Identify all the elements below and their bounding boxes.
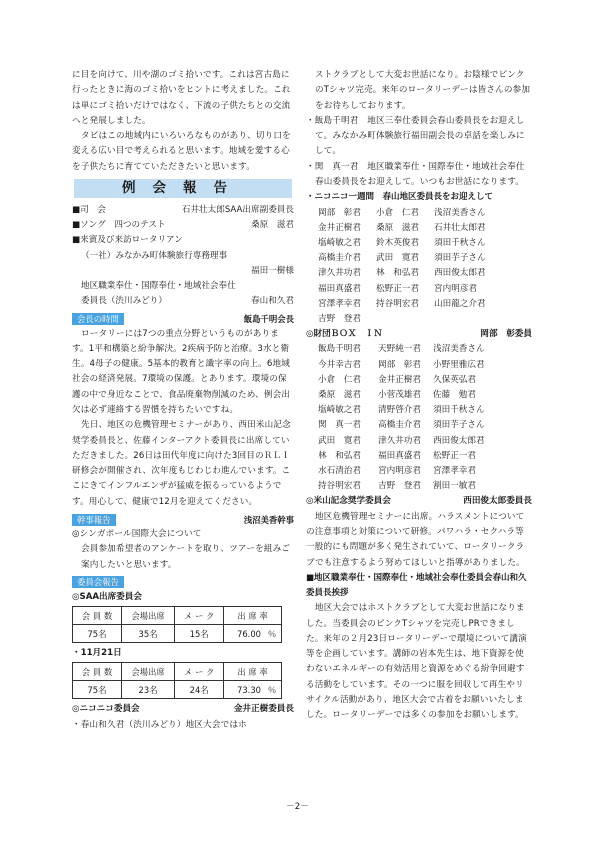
list-item: 岡部 彰君 [318, 207, 361, 218]
committee-badge: 委員会報告 [72, 576, 124, 588]
list-item: 宮内明彦君 [434, 283, 477, 294]
list-item: 佐藤 勉君 [433, 390, 476, 401]
program-row: 地区職業奉仕・国際奉仕・地域社会奉仕 [81, 281, 236, 292]
list-item: 松野正一君 [433, 450, 476, 461]
list-item: 高橋圭介君 [318, 253, 361, 264]
list-item: 浅沼美香さん [433, 344, 485, 355]
yoneyama-header [306, 494, 532, 509]
list-item: 西田俊太郎君 [433, 435, 485, 446]
presidents-time-header [72, 312, 294, 327]
table-header: 会場出席 [121, 663, 174, 681]
list-item: 須田千秋さん [434, 237, 486, 248]
bullet-item: ・飯島千明君 地区三奉仕委員会春山委員長をお迎えして。みなかみ町体験旅行福田副会長の卓話を楽しみにして。 [306, 115, 525, 157]
list-item: 宮澤孝幸君 [433, 466, 476, 477]
list-item: 関 真一君 [318, 420, 361, 431]
list-item: 林 和弘君 [318, 450, 361, 461]
attendance-table-2 [72, 662, 282, 699]
list-item [376, 312, 434, 327]
list-item: 天野純一君 [378, 344, 421, 355]
table-cell: ％ [263, 625, 282, 643]
nico-title: ◎ニコニコ委員会 [72, 704, 140, 715]
page-number: －2－ [286, 802, 309, 812]
program-row: ■ソング 四つのテスト 桑原 滋君 [72, 220, 294, 231]
presidents-paragraph-1: ロータリーには7つの重点分野というものがあります。1平和構築と紛争解決。2疾病予防と治療。3水と衛生。4母子の健康。5基本的教育と識字率の向上。6地域社会の経済発展。7環境の保護。とあります。環境の保護の中で身近なことで、食品廃棄物削減のため、例会出欠は必ず連絡する習慣を持ちたいですね。 [72, 328, 291, 415]
intro-paragraph-2: タビはこの地域内にいろいろなものがあり、切り口を変える広い目で考えられると思います。地域を愛する心を子供たちに育てていただきたいと思います。 [72, 131, 291, 172]
box-header [306, 327, 532, 342]
program-list [72, 203, 294, 309]
attendance-table-1 [72, 606, 282, 643]
table-header: 出 席 率 [224, 607, 282, 625]
list-item: 清野啓介君 [378, 405, 421, 416]
table-cell: 23名 [121, 681, 174, 699]
table-header: メ ー ク [175, 607, 224, 625]
yoneyama-text: 地区危機管理セミナーに出席。ハラスメントについての注意事項と対策について研修。パワハラ・セクハラ等一般的にも問題が多く発生されていて、ロータリークラブでも注意するよう努めてほしいと指導がありました。 [306, 511, 525, 568]
list-item: 桑原 滋君 [318, 390, 361, 401]
list-item: 福田真盛君 [378, 450, 421, 461]
box-title: ◎財団ＢＯＸ ＩＮ [306, 329, 383, 340]
table-header: メ ー ク [175, 663, 224, 681]
table-header: 会場出席 [121, 607, 174, 625]
list-item: 津久井功君 [378, 435, 421, 446]
list-item: 割田一敏君 [433, 481, 476, 492]
bullet-item: ・関 真一君 地区職業奉仕・国際奉仕・地域社会奉仕春山委員長をお迎えして。いつもお世話になります。 [306, 161, 525, 188]
list-item: 浅沼美香さん [434, 207, 486, 218]
list-item: 福田真盛君 [318, 283, 361, 294]
list-item: 吉野 登君 [318, 314, 361, 324]
list-item: 久保英弘君 [433, 374, 476, 385]
program-row: ■来賓及び来訪ロータリアン [72, 235, 183, 246]
date-label: ・11月21日 [72, 648, 122, 659]
right-column [306, 68, 532, 724]
weekly-names [306, 206, 532, 328]
secretary-line-2: 会員参加希望者のアンケートを取り、ツアーを組みご案内したいと思います。 [81, 544, 291, 570]
list-item: 塩崎敏之君 [318, 237, 361, 248]
list-item: 金井正樹君 [318, 222, 361, 233]
list-item: 須田芋子さん [434, 253, 486, 264]
secretary-header [72, 512, 294, 527]
secretary-badge: 幹事報告 [72, 514, 116, 526]
table-header: 会 員 数 [73, 663, 122, 681]
list-item: 石井壮太郎君 [434, 222, 486, 233]
list-item: 津久井功君 [318, 268, 361, 279]
list-item: 武田 寛君 [318, 435, 361, 446]
table-cell: 73.30 [224, 681, 263, 699]
secretary-line-1: ◎シンガポール国際大会について [72, 529, 202, 540]
table-cell: 24名 [175, 681, 224, 699]
list-item: 山田龍之介君 [434, 298, 486, 309]
list-item: 鈴木英俊君 [376, 237, 419, 248]
nico-header [72, 702, 294, 717]
list-item: 西田俊太郎君 [434, 268, 486, 279]
table-cell: 75名 [73, 681, 122, 699]
saa-title: ◎SAA出席委員会 [72, 591, 142, 602]
committee-header [72, 575, 294, 590]
presidents-time-badge: 会長の時間 [72, 313, 124, 325]
continued-text: ストクラブとして大変お世話になり。お陰様でピンクのTシャツ完売。来年のロータリーデーは皆さんの参加をお待ちしております。 [315, 70, 531, 111]
list-item: 松野正一君 [376, 283, 419, 294]
list-item: 桑原 滋君 [376, 222, 419, 233]
list-item: 吉野 登君 [378, 481, 421, 492]
intro-paragraph-1: に目を向けて、川や湖のゴミ拾いです。これは宮古島に行ったときに海のゴミ拾いをヒントに考えました。これは単にゴミ拾いだけではなく、下流の子供たちとの交流へと発展しました。 [72, 70, 291, 126]
list-item: 水石清治君 [318, 466, 361, 477]
district-text: 地区大会ではホストクラブとして大変お世話になりました。当委員会のピンクTシャツを完売しPRできました。来年の２月23日ロータリーデーで環境について講演等を企画しています。講師の岩本先生は、地下資源を使わないエネルギーの有効活用と資源をめぐる紛争回避する活動をしています。その一つに服を回収して再生やリサイクル活動があり、地区大会で古着をお願いいたしました。ロータリーデーでは多くの参加をお願いします。 [306, 603, 527, 721]
table-cell: 75名 [73, 625, 122, 643]
list-item: 小倉 仁君 [318, 374, 361, 385]
list-item: 武田 寛君 [376, 253, 419, 264]
list-item: 宮内明彦君 [378, 466, 421, 477]
list-item: 持谷明宏君 [376, 298, 419, 309]
table-cell: 15名 [175, 625, 224, 643]
secretary-speaker: 浅沼美香幹事 [243, 514, 294, 525]
list-item: 塩崎敏之君 [318, 405, 361, 416]
list-item: 小野里雅広君 [433, 359, 485, 370]
nico-chair: 金井正樹委員長 [233, 704, 294, 715]
table-cell: ％ [263, 681, 282, 699]
nico-line: ・春山和久君（渋川みどり）地区大会ではホ [72, 719, 247, 730]
yoneyama-chair: 西田俊太郎委員長 [463, 496, 532, 507]
list-item: 須田芋子さん [433, 420, 485, 431]
program-row: 委員長（渋川みどり） 春山和久君 [81, 296, 294, 307]
list-item: 岡部 彰君 [378, 359, 421, 370]
list-item: 金井正樹君 [378, 374, 421, 385]
list-item: 高橋圭介君 [378, 420, 421, 431]
program-row: （一社）みなかみ町体験旅行専務理事 [81, 250, 228, 261]
list-item [434, 312, 514, 327]
table-cell: 76.00 [224, 625, 263, 643]
list-item: 宮澤孝幸君 [318, 298, 361, 309]
yoneyama-title: ◎米山記念奨学委員会 [306, 496, 391, 507]
list-item: 今井幸吉君 [318, 359, 361, 370]
presidents-paragraph-2: 先日、地区の危機管理セミナーがあり、西田米山記念奨学委員長と、佐藤インターアクト委員長に出席していただきました。26日は田代年度に向けた3回目のＲＬＩ研修会が開催され、次年度もじわじわ進んでいます。ここにきてインフルエンザが猛威を振るっているようです。用心して、健康で12月を迎えてください。 [72, 420, 291, 507]
program-row: ■司 会 石井壮太郎SAA出席副委員長 [72, 205, 294, 216]
section-title: 例会報告 [74, 179, 292, 198]
list-item: 小菅茂雄君 [378, 390, 421, 401]
list-item: 飯島千明君 [318, 344, 361, 355]
table-cell: 35名 [121, 625, 174, 643]
program-row: 福田一樹様 [251, 265, 294, 276]
list-item: 須田千秋さん [433, 405, 485, 416]
weekly-heading: ・ニコニコ一週間 春山地区委員長をお迎えして [306, 192, 494, 203]
table-header: 出 席 率 [224, 663, 282, 681]
list-item: 持谷明宏君 [318, 481, 361, 492]
list-item: 林 和弘君 [376, 268, 419, 279]
list-item: 小倉 仁君 [376, 207, 419, 218]
district-heading: ■地区職業奉仕・国際奉仕・地域社会奉仕委員会春山和久委員長挨拶 [306, 572, 527, 599]
left-column [72, 68, 294, 733]
presidents-time-speaker: 飯島千明会長 [243, 314, 294, 324]
box-chair: 岡部 彰委員 [480, 329, 532, 340]
table-header: 会 員 数 [73, 607, 122, 625]
box-names [306, 342, 532, 494]
